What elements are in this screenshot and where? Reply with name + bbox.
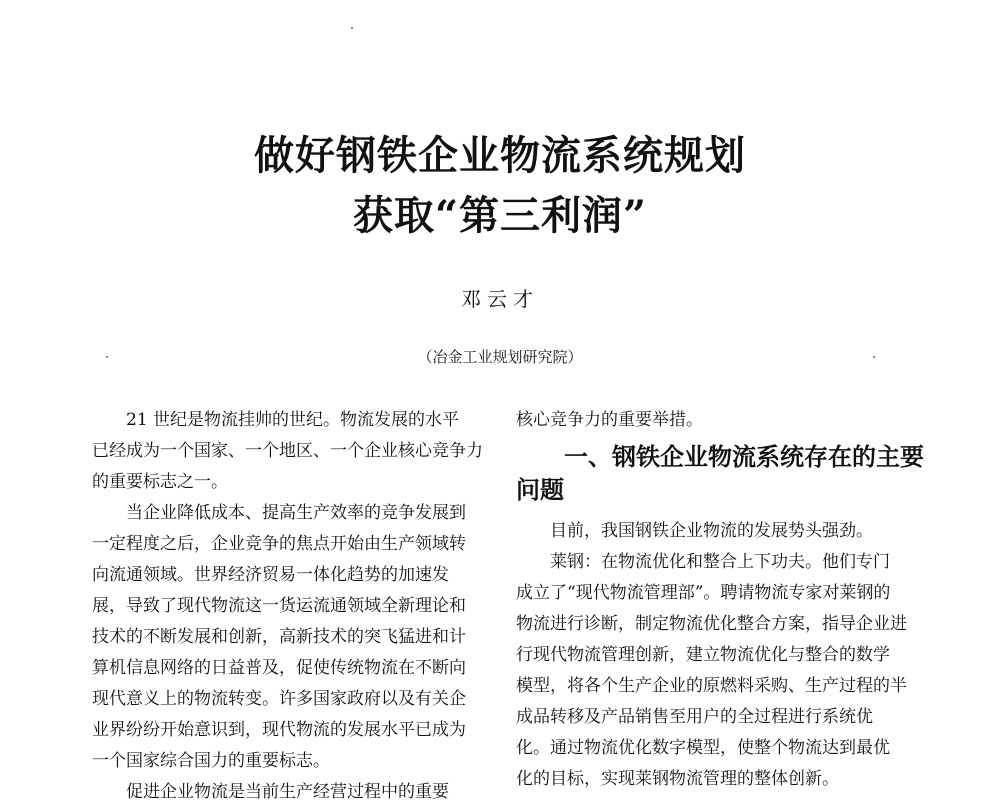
text-line: 展，导致了现代物流这一货运流通领域全新理论和 [92, 596, 466, 616]
text-line: 21 世纪是物流挂帅的世纪。物流发展的水平 [126, 410, 460, 430]
text-line: 已经成为一个国家、一个地区、一个企业核心竞争力 [92, 441, 483, 461]
text-line: 成品转移及产品销售至用户的全过程进行系统优 [516, 707, 873, 727]
text-line: 一定程度之后，企业竞争的焦点开始由生产领域转 [92, 534, 466, 554]
article-title-line2: 获取“第三利润” [352, 192, 647, 239]
paragraph-1 [92, 405, 484, 498]
text-line: 化。通过物流优化数字模型，使整个物流达到最优 [516, 738, 890, 758]
text-line: 一个国家综合国力的重要标志。 [92, 751, 330, 771]
paragraph-3 [92, 777, 484, 808]
text-line: 算机信息网络的日益普及，促使传统物流在不断向 [92, 658, 466, 678]
text-line: 技术的不断发展和创新，高新技术的突飞猛进和计 [92, 627, 466, 647]
author-name: 邓云才 [461, 287, 539, 311]
text-line: 向流通领域。世界经济贸易一体化趋势的加速发 [92, 565, 449, 585]
section-heading-line1: 一、钢铁企业物流系统存在的主要 [564, 442, 924, 471]
text-line: 当企业降低成本、提高生产效率的竞争发展到 [126, 503, 466, 523]
left-column [92, 405, 484, 808]
right-column [516, 405, 924, 795]
text-line-cut: 促进企业物流是当前生产经营过程中的重要 [126, 782, 449, 802]
section-heading [516, 440, 924, 506]
paragraph-laigang [516, 547, 908, 795]
paragraph-2 [92, 498, 484, 777]
text-line: 核心竞争力的重要举措。 [516, 410, 703, 430]
scan-speck [873, 356, 875, 358]
article-title-line1: 做好钢铁企业物流系统规划 [254, 132, 746, 179]
text-line: 成立了“现代物流管理部”。聘请物流专家对莱钢的 [516, 583, 891, 603]
text-line-cut: 化的目标，实现莱钢物流管理的整体创新。 [516, 769, 839, 789]
scan-speck [106, 356, 108, 358]
author-affiliation: （冶金工业规划研究院） [417, 348, 583, 366]
text-line: 行现代物流管理创新，建立物流优化与整合的数学 [516, 645, 890, 665]
text-line: 的重要标志之一。 [92, 472, 228, 492]
scan-speck [351, 27, 353, 29]
text-line: 模型，将各个生产企业的原燃料采购、生产过程的半 [516, 676, 907, 696]
text-line: 现代意义上的物流转变。许多国家政府以及有关企 [92, 689, 466, 709]
text-line: 业界纷纷开始意识到，现代物流的发展水平已成为 [92, 720, 466, 740]
text-line: 目前，我国钢铁企业物流的发展势头强劲。 [550, 521, 873, 541]
text-line: 物流进行诊断，制定物流优化整合方案，指导企业进 [516, 614, 907, 634]
section-heading-line2: 问题 [516, 475, 564, 504]
text-line: 莱钢：在物流优化和整合上下功夫。他们专门 [550, 552, 890, 572]
